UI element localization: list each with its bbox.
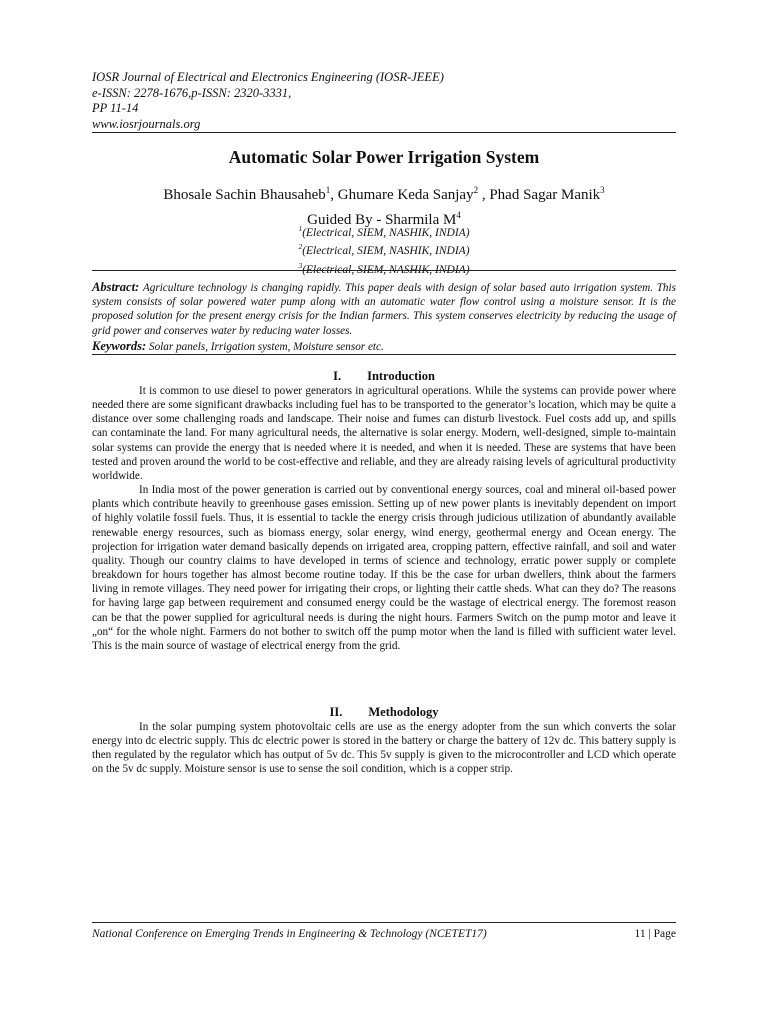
- affiliation-list: [92, 222, 676, 277]
- affiliation-line: [92, 222, 676, 240]
- abstract-text: Agriculture technology is changing rapidly. This paper deals with design of solar based auto irrigation system. This system consists of solar powered water pump along with an automatic water flow control using a moisture sensor. It is the proposed solution for the present energy crisis for the Indian farmers. This system conserves electricity by reducing the usage of grid power and conserves water by reducing water losses.: [92, 282, 676, 337]
- page-number: 11 | Page: [634, 928, 676, 940]
- page-footer: [92, 927, 676, 942]
- abstract-label: Abstract:: [92, 280, 140, 294]
- abstract-top-rule: [92, 270, 676, 271]
- section-heading-introduction: [92, 369, 676, 384]
- affiliation-text: (Electrical, SIEM, NASHIK, INDIA): [302, 226, 470, 239]
- guide-name: Guided By - Sharmila M: [307, 212, 457, 228]
- paragraph: In India most of the power generation is carried out by conventional energy sources, coal and mineral oil-based power plants which contribute heavily to greenhouse gases emission. Setting up of new power plants is inevitably dependent on import of highly volatile fossil fuels. Thus, it is essential to tackle the energy crisis through judicious utilization of abundantly available renewable energy resources, such as biomass energy, solar energy, wind energy, geothermal energy and Ocean energy. The projection for irrigation water demand basically depends on irrigated area, cropping pattern, effective rainfall, and soil and water quality. Though our country claims to have developed in terms of science and technology, erratic power supply or complete breakdown for hours together has almost become routine today. If this be the case for urban dwellers, think about the farmers living in remote villages. They need power for irrigating their crops, or lighting their cattle sheds. What can they do? The reasons for having large gap between requirement and consumed energy could be the wastage of electrical energy. The foremost reason can be that the power supplied for agricultural needs is during the night hours. Farmers Switch on the pump motor and leave it „on“ for the whole night. Farmers do not bother to switch off the pump motor when the land is filled with sufficient water level. This is the main source of wastage of electrical energy from the grid.: [92, 484, 676, 652]
- guide-affiliation-mark: 4: [456, 210, 461, 220]
- author-name: Phad Sagar Manik: [489, 187, 601, 203]
- affiliation-text: (Electrical, SIEM, NASHIK, INDIA): [302, 245, 470, 258]
- author-affiliation-mark: 1: [325, 185, 331, 195]
- author-separator: ,: [330, 187, 338, 203]
- affiliation-mark: 2: [298, 242, 303, 252]
- keywords: [92, 339, 676, 354]
- affiliation-mark: 1: [298, 224, 303, 233]
- author-affiliation-mark: 2: [473, 185, 479, 195]
- affiliation-line: [92, 259, 676, 277]
- conference-name: National Conference on Emerging Trends in Engineering & Technology (NCETET17): [92, 928, 487, 940]
- journal-issn: e-ISSN: 2278-1676,p-ISSN: 2320-3331,: [92, 85, 292, 100]
- paragraph: It is common to use diesel to power generators in agricultural operations. While the systems can provide power where needed there are some significant drawbacks including fuel has to be transported to the generator’s location, which may be quite a distance over some challenging roads and landscape. Their noise and fumes can disturb livestock. Fuel costs add up, and spills can contaminate the land. For many agricultural needs, the alternative is solar energy. Modern, well-designed, simple to-maintain solar systems can provide the energy that is needed where it is needed, and when it is needed. These are systems that have been tested and proven around the world to be cost-effective and reliable, and they are already raising levels of agricultural productivity worldwide.: [92, 385, 676, 482]
- author-separator: ,: [478, 187, 490, 203]
- author-name: Ghumare Keda Sanjay: [337, 187, 474, 203]
- section-number: I.: [333, 369, 342, 383]
- affiliation-line: [92, 240, 676, 258]
- abstract: [92, 280, 676, 338]
- introduction-body: [92, 384, 676, 653]
- methodology-body: [92, 720, 676, 777]
- footer-rule: [92, 922, 676, 923]
- section-title: Methodology: [368, 705, 439, 719]
- journal-pages: PP 11-14: [92, 101, 139, 115]
- abstract-bottom-rule: [92, 354, 676, 355]
- keywords-label: Keywords:: [92, 338, 147, 353]
- section-number: II.: [329, 705, 343, 719]
- author-affiliation-mark: 3: [600, 185, 605, 195]
- author-name: Bhosale Sachin Bhausaheb: [163, 187, 326, 203]
- header-rule: [92, 132, 676, 133]
- keywords-text: Solar panels, Irrigation system, Moisture sensor etc.: [148, 340, 384, 353]
- journal-name: IOSR Journal of Electrical and Electronics Engineering (IOSR-JEEE): [92, 70, 444, 84]
- affiliation-text: (Electrical, SIEM, NASHIK, INDIA): [302, 263, 470, 276]
- affiliation-mark: 3: [298, 260, 303, 270]
- abstract-block: [92, 280, 676, 354]
- journal-header: [92, 70, 444, 132]
- paper-title: Automatic Solar Power Irrigation System: [228, 147, 540, 167]
- section-heading-methodology: [92, 705, 676, 720]
- section-title: Introduction: [367, 369, 435, 383]
- paragraph: In the solar pumping system photovoltaic cells are use as the energy adopter from the sun which converts the solar energy into dc electric supply. This dc electric power is stored in the battery or charge the battery of 12v dc. This battery supply is then regulated by the regulator which has output of 5v dc. This 5v supply is given to the microcontroller and LCD which operate on the 5v dc supply. Moisture sensor is use to sense the soil condition, which is a copper strip.: [92, 721, 676, 776]
- author-list: [92, 180, 676, 205]
- journal-website: www.iosrjournals.org: [92, 116, 201, 131]
